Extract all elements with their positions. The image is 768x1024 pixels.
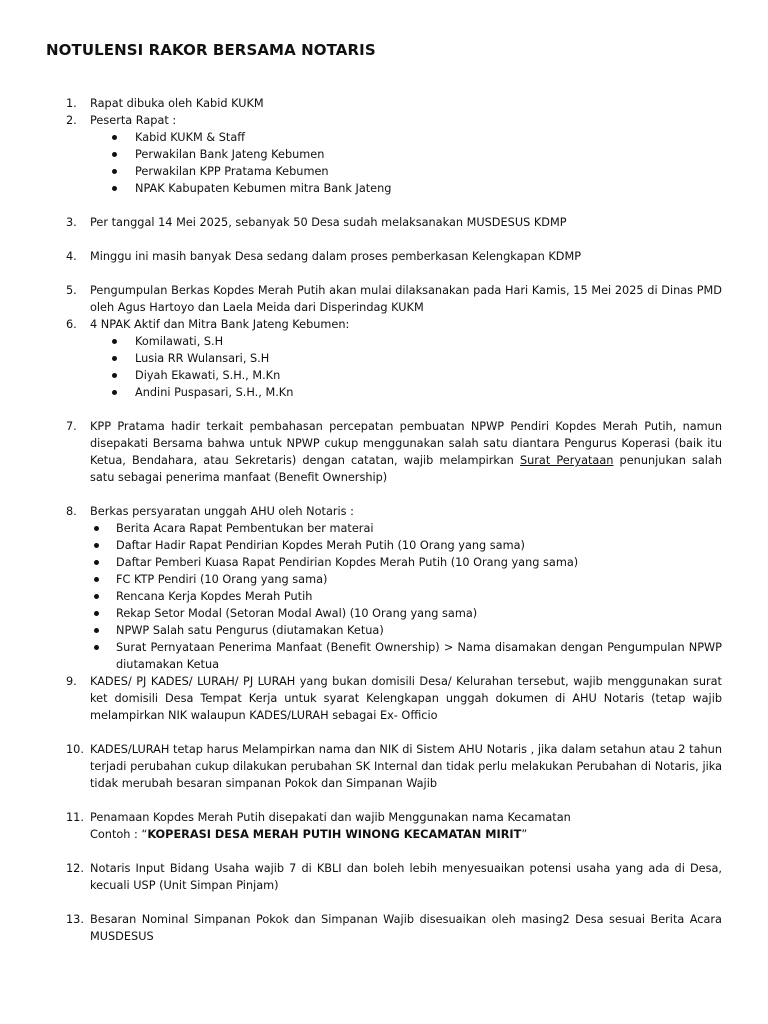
npak-list <box>90 333 722 401</box>
item-text: Rapat dibuka oleh Kabid KUKM <box>90 97 264 110</box>
list-item-1 <box>46 95 722 112</box>
bullet-item: Perwakilan Bank Jateng Kebumen <box>135 146 722 163</box>
underlined-text: Surat Peryataan <box>519 454 614 467</box>
item-text: Notaris Input Bidang Usaha wajib 7 di KBLI dan boleh lebih menyesuaikan potensi usaha yang ada di Desa, kecuali USP (Unit Simpan Pinjam) <box>90 862 722 892</box>
item-text: Minggu ini masih banyak Desa sedang dalam proses pemberkasan Kelengkapan KDMP <box>90 250 582 263</box>
item-text: 4 NPAK Aktif dan Mitra Bank Jateng Kebumen: <box>90 318 350 331</box>
item-number: 7. <box>66 420 77 433</box>
item-text: Pengumpulan Berkas Kopdes Merah Putih akan mulai dilaksanakan pada Hari Kamis, 15 Mei 2025 di Dinas PMD oleh Agus Hartoyo dan Laela Meida dari Disperindag KUKM <box>90 284 722 314</box>
item-number: 4. <box>66 250 77 263</box>
list-item-8 <box>46 503 722 673</box>
item-text: Peserta Rapat : <box>90 114 177 127</box>
item-text: Berkas persyaratan unggah AHU oleh Notaris : <box>90 505 354 518</box>
example-prefix: Contoh : “ <box>90 828 148 841</box>
item-number: 2. <box>66 114 77 127</box>
document-title: NOTULENSI RAKOR BERSAMA NOTARIS <box>46 41 376 59</box>
participants-list <box>90 129 722 197</box>
item-text-part: KPP Pratama hadir terkait pembahasan percepatan pembuatan NPWP Pendiri Kopdes Merah Putih, namun disepakati Bersama bahwa untuk NPWP cukup menggunakan salah satu diantara Pengurus Koperasi (baik itu Ketua, Bendahara, atau Sekretaris) dengan catatan, wajib melampirkan <box>90 420 722 467</box>
bullet-item: Perwakilan KPP Pratama Kebumen <box>135 163 722 180</box>
item-number: 1. <box>66 97 77 110</box>
item-number: 13. <box>66 913 84 926</box>
list-item-11 <box>46 809 722 843</box>
bullet-item: Komilawati, S.H <box>135 333 722 350</box>
bullet-item: NPAK Kabupaten Kebumen mitra Bank Jateng <box>135 180 722 197</box>
bullet-item: NPWP Salah satu Pengurus (diutamakan Ketua) <box>116 622 722 639</box>
item-number: 8. <box>66 505 77 518</box>
bullet-item: Rekap Setor Modal (Setoran Modal Awal) (10 Orang yang sama) <box>116 605 722 622</box>
item-number: 12. <box>66 862 84 875</box>
requirements-list <box>90 520 722 673</box>
item-number: 6. <box>66 318 77 331</box>
bullet-item: Rencana Kerja Kopdes Merah Putih <box>116 588 722 605</box>
item-text: Per tanggal 14 Mei 2025, sebanyak 50 Desa sudah melaksanakan MUSDESUS KDMP <box>90 216 567 229</box>
item-text: Besaran Nominal Simpanan Pokok dan Simpanan Wajib disesuaikan oleh masing2 Desa sesuai Berita Acara MUSDESUS <box>90 913 722 943</box>
item-number: 11. <box>66 811 84 824</box>
list-item-3 <box>46 214 722 231</box>
minutes-list <box>46 95 722 945</box>
example-name: KOPERASI DESA MERAH PUTIH WINONG KECAMATAN MIRIT <box>147 828 522 841</box>
example-line <box>90 826 722 843</box>
bullet-item: Berita Acara Rapat Pembentukan ber materai <box>116 520 722 537</box>
list-item-7 <box>46 418 722 486</box>
item-number: 10. <box>66 743 84 756</box>
list-item-9 <box>46 673 722 724</box>
bullet-item: Lusia RR Wulansari, S.H <box>135 350 722 367</box>
list-item-2 <box>46 112 722 197</box>
bullet-item: Kabid KUKM & Staff <box>135 129 722 146</box>
item-number: 5. <box>66 284 77 297</box>
item-text <box>90 418 722 486</box>
list-item-5 <box>46 282 722 316</box>
item-text: KADES/LURAH tetap harus Melampirkan nama dan NIK di Sistem AHU Notaris , jika dalam setahun atau 2 tahun terjadi perubahan cukup dilakukan perubahan SK Internal dan tidak perlu melakukan Perubahan di Notaris, jika tidak merubah besaran simpanan Pokok dan Simpanan Wajib <box>90 743 722 790</box>
item-number: 3. <box>66 216 77 229</box>
list-item-4 <box>46 248 722 265</box>
list-item-12 <box>46 860 722 894</box>
item-text: Penamaan Kopdes Merah Putih disepakati dan wajib Menggunakan nama Kecamatan <box>90 811 571 824</box>
example-suffix: ” <box>521 828 528 841</box>
bullet-item: Andini Puspasari, S.H., M.Kn <box>135 384 722 401</box>
bullet-item: Daftar Pemberi Kuasa Rapat Pendirian Kopdes Merah Putih (10 Orang yang sama) <box>116 554 722 571</box>
bullet-item: Daftar Hadir Rapat Pendirian Kopdes Merah Putih (10 Orang yang sama) <box>116 537 722 554</box>
bullet-item: Surat Pernyataan Penerima Manfaat (Benefit Ownership) > Nama disamakan dengan Pengumpulan NPWP diutamakan Ketua <box>116 641 722 671</box>
bullet-item: Diyah Ekawati, S.H., M.Kn <box>135 367 722 384</box>
list-item-13 <box>46 911 722 945</box>
item-number: 9. <box>66 675 77 688</box>
list-item-10 <box>46 741 722 792</box>
bullet-item: FC KTP Pendiri (10 Orang yang sama) <box>116 571 722 588</box>
item-text-part: penunjukan salah satu sebagai penerima manfaat (Benefit Ownership) <box>90 454 723 484</box>
list-item-6 <box>46 316 722 401</box>
item-text: KADES/ PJ KADES/ LURAH/ PJ LURAH yang bukan domisili Desa/ Kelurahan tersebut, wajib menggunakan surat ket domisili Desa Tempat Kerja untuk syarat Kelengkapan unggah dokumen di AHU Notaris (tetap wajib melampirkan NIK walaupun KADES/LURAH sebagai Ex- Officio <box>90 675 722 722</box>
